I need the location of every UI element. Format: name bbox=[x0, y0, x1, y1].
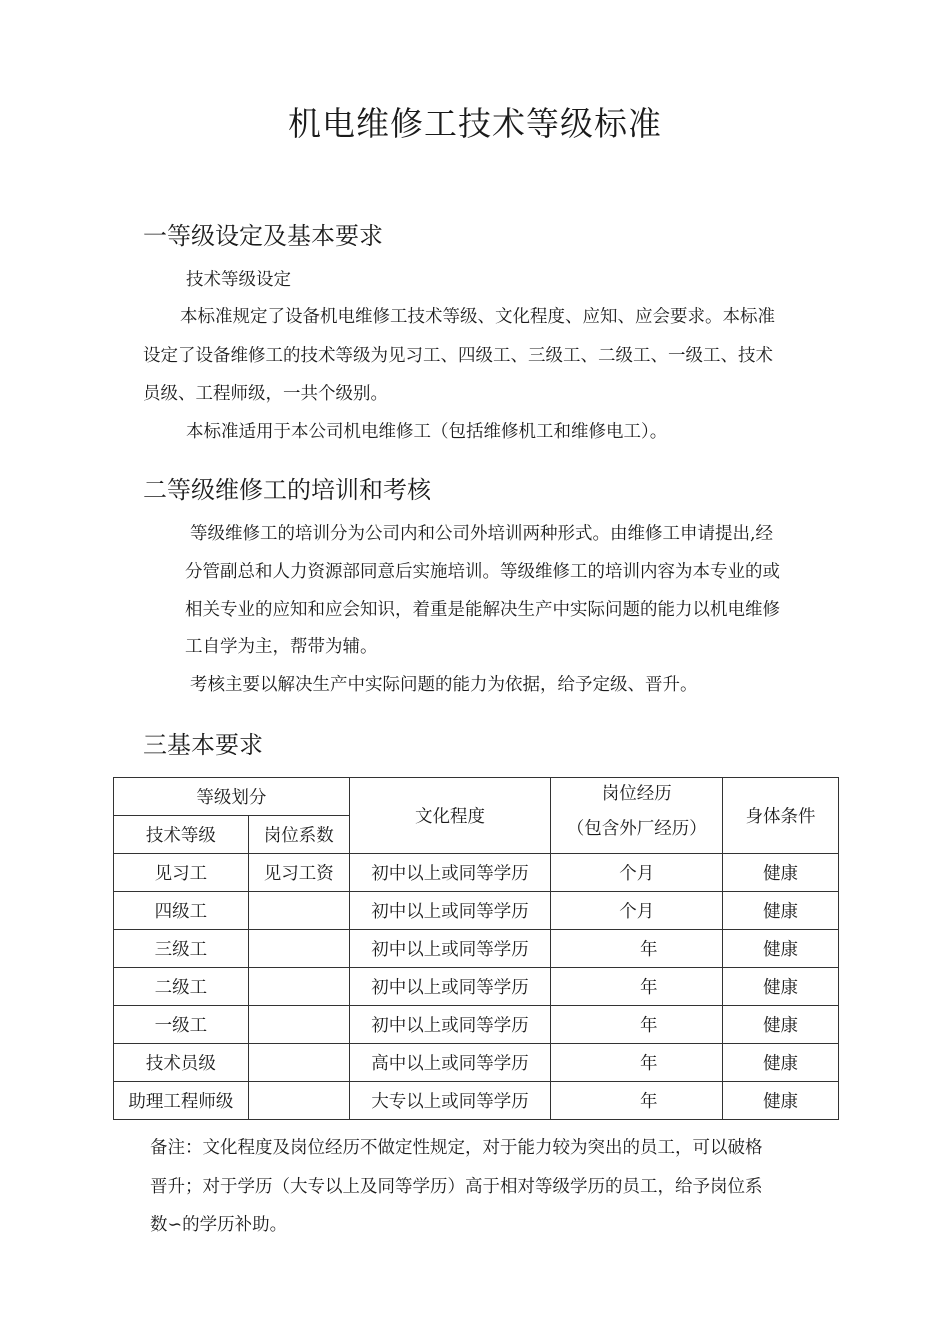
paragraph-line: 考核主要以解决生产中实际问题的能力为依据，给予定级、晋升。 bbox=[190, 675, 698, 695]
cell-education: 初中以上或同等学历 bbox=[349, 930, 551, 968]
cell-grade: 三级工 bbox=[114, 930, 249, 968]
paragraph-line: 本标准规定了设备机电维修工技术等级、文化程度、应知、应会要求。本标准 bbox=[180, 307, 775, 327]
header-experience-line2: （包含外厂经历） bbox=[566, 818, 707, 839]
cell-education: 初中以上或同等学历 bbox=[349, 1006, 551, 1044]
cell-education: 初中以上或同等学历 bbox=[349, 892, 551, 930]
header-coefficient: 岗位系数 bbox=[248, 816, 349, 854]
cell-experience: 个月 bbox=[551, 892, 723, 930]
cell-health: 健康 bbox=[723, 1006, 839, 1044]
paragraph-line: 员级、工程师级，一共个级别。 bbox=[143, 384, 388, 404]
cell-experience: 年 bbox=[551, 930, 723, 968]
cell-experience: 年 bbox=[551, 1044, 723, 1082]
table-row bbox=[114, 892, 839, 930]
paragraph-line: 设定了设备维修工的技术等级为见习工、四级工、三级工、二级工、一级工、技术 bbox=[143, 346, 773, 366]
cell-experience: 个月 bbox=[551, 854, 723, 892]
subheading-level-setting: 技术等级设定 bbox=[186, 270, 291, 290]
cell-grade: 四级工 bbox=[114, 892, 249, 930]
header-grade-division: 等级划分 bbox=[114, 778, 350, 816]
cell-grade: 助理工程师级 bbox=[114, 1082, 249, 1120]
cell-coefficient bbox=[248, 968, 349, 1006]
cell-health: 健康 bbox=[723, 892, 839, 930]
header-experience-line1: 岗位经历 bbox=[601, 783, 672, 804]
cell-experience: 年 bbox=[551, 1082, 723, 1120]
cell-education: 高中以上或同等学历 bbox=[349, 1044, 551, 1082]
paragraph-line: 本标准适用于本公司机电维修工（包括维修机工和维修电工）。 bbox=[186, 422, 668, 442]
grade-table bbox=[113, 777, 839, 1120]
cell-coefficient bbox=[248, 1082, 349, 1120]
cell-health: 健康 bbox=[723, 1044, 839, 1082]
table-row bbox=[114, 968, 839, 1006]
cell-coefficient bbox=[248, 930, 349, 968]
cell-education: 大专以上或同等学历 bbox=[349, 1082, 551, 1120]
cell-coefficient: 见习工资 bbox=[248, 854, 349, 892]
page-title: 机电维修工技术等级标准 bbox=[288, 104, 662, 143]
table-row bbox=[114, 1044, 839, 1082]
cell-grade: 技术员级 bbox=[114, 1044, 249, 1082]
cell-health: 健康 bbox=[723, 1082, 839, 1120]
cell-education: 初中以上或同等学历 bbox=[349, 854, 551, 892]
section-heading-3: 三基本要求 bbox=[143, 731, 263, 759]
paragraph-line: 相关专业的应知和应会知识，着重是能解决生产中实际问题的能力以机电维修 bbox=[185, 600, 780, 620]
cell-grade: 二级工 bbox=[114, 968, 249, 1006]
cell-grade: 见习工 bbox=[114, 854, 249, 892]
cell-coefficient bbox=[248, 1006, 349, 1044]
header-experience bbox=[551, 778, 723, 854]
cell-health: 健康 bbox=[723, 854, 839, 892]
section-heading-2: 二等级维修工的培训和考核 bbox=[143, 476, 431, 504]
note-line: 晋升；对于学历（大专以上及同等学历）高于相对等级学历的员工，给予岗位系 bbox=[150, 1177, 763, 1197]
header-health: 身体条件 bbox=[723, 778, 839, 854]
header-education: 文化程度 bbox=[349, 778, 551, 854]
note-line: 数∽的学历补助。 bbox=[150, 1215, 288, 1235]
table-row bbox=[114, 1006, 839, 1044]
cell-coefficient bbox=[248, 892, 349, 930]
cell-education: 初中以上或同等学历 bbox=[349, 968, 551, 1006]
table-row bbox=[114, 854, 839, 892]
cell-experience: 年 bbox=[551, 968, 723, 1006]
paragraph-line: 工自学为主，帮带为辅。 bbox=[185, 637, 378, 657]
paragraph-line: 等级维修工的培训分为公司内和公司外培训两种形式。由维修工申请提出,经 bbox=[190, 524, 774, 544]
note-line: 备注：文化程度及岗位经历不做定性规定，对于能力较为突出的员工，可以破格 bbox=[150, 1138, 763, 1158]
cell-health: 健康 bbox=[723, 968, 839, 1006]
cell-grade: 一级工 bbox=[114, 1006, 249, 1044]
cell-coefficient bbox=[248, 1044, 349, 1082]
header-tech-grade: 技术等级 bbox=[114, 816, 249, 854]
table-row bbox=[114, 930, 839, 968]
cell-health: 健康 bbox=[723, 930, 839, 968]
table-row bbox=[114, 1082, 839, 1120]
paragraph-line: 分管副总和人力资源部同意后实施培训。等级维修工的培训内容为本专业的或 bbox=[185, 562, 780, 582]
cell-experience: 年 bbox=[551, 1006, 723, 1044]
section-heading-1: 一等级设定及基本要求 bbox=[143, 222, 383, 250]
